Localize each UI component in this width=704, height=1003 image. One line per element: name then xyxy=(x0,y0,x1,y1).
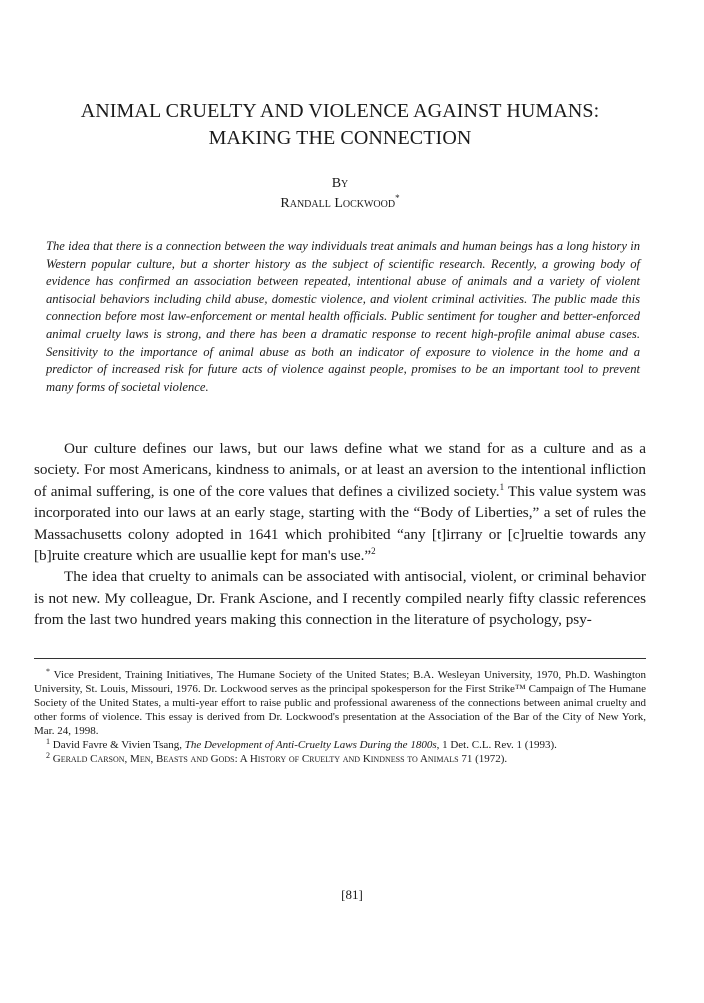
page-number: [81] xyxy=(341,887,363,902)
article-title xyxy=(40,98,640,152)
title-line-1: ANIMAL CRUELTY AND VIOLENCE AGAINST HUMANS: xyxy=(80,100,600,122)
paragraph-1-text-a: Our culture defines our laws, but our laws define what we stand for as a culture and as a society. For most Americans, kindness to animals, or at least an aversion to the intentional infliction of animal suffering, is one of the core values that defines a civilized society. xyxy=(34,440,646,500)
body-text xyxy=(34,438,646,631)
footnote-divider xyxy=(34,658,646,659)
footnotes xyxy=(34,668,646,766)
footnote-2-text-b: 71 (1972). xyxy=(458,753,508,765)
footnote-2-mark: 2 xyxy=(46,751,50,760)
title-line-2: MAKING THE CONNECTION xyxy=(208,127,472,149)
footnote-2-text-a: Gerald Carson, Men, Beasts and Gods: A History of Cruelty and Kindness to Animals xyxy=(50,753,459,765)
author-name: Randall Lockwood xyxy=(280,196,396,211)
footnote-1-text-a: David Favre & Vivien Tsang, xyxy=(50,739,185,751)
footnote-author-text: Vice President, Training Initiatives, The Humane Society of the United States; B.A. Wesleyan University, 1970, Ph.D. Washington University, St. Louis, Missouri, 1976. Dr. Lockwood serves as the principal spokesperson for the First Strike™ Campaign of The Humane Society of the United States, a multi-year effort to raise public and professional awareness of the connections between animal cruelty and other forms of violence. This essay is derived from Dr. Lockwood's presentation at the Association of the Bar of the City of New York, Mar. 24, 1998. xyxy=(34,669,646,737)
byline xyxy=(150,174,530,214)
paragraph-2: The idea that cruelty to animals can be associated with antisocial, violent, or criminal behavior is not new. My colleague, Dr. Frank Ascione, and I recently compiled nearly fifty classic references from the last two hundred years making this connection in the literature of psychology, psy- xyxy=(34,568,646,629)
footnote-author xyxy=(34,668,646,738)
footnote-1 xyxy=(34,738,646,752)
footnote-1-mark: 1 xyxy=(46,737,50,746)
footnote-2 xyxy=(34,752,646,766)
by-label: By xyxy=(331,176,349,191)
footnote-ref-2: 2 xyxy=(371,546,376,557)
author xyxy=(150,194,530,214)
paragraph-1 xyxy=(34,438,646,566)
footnote-ref-1: 1 xyxy=(499,481,505,492)
footnote-1-title: The Development of Anti-Cruelty Laws During the 1800s xyxy=(184,739,437,751)
paragraph-1-text-b: This value system was incorporated into our laws at an early stage, starting with the “Body of Liberties,” a set of rules the Massachusetts colony adopted in 1641 which prohibited “any [t]irrany or [c]rueltie towards any [b]ruite creature which are usuallie kept for man's use.” xyxy=(34,482,646,565)
author-footnote-mark: * xyxy=(395,193,400,203)
footnote-1-text-b: , 1 Det. C.L. Rev. 1 (1993). xyxy=(436,739,557,751)
abstract: The idea that there is a connection between the way individuals treat animals and human beings has a long history in Western popular culture, but a shorter history as the subject of scientific research. Recently, a growing body of evidence has confirmed an association between repeated, intentional abuse of animals and a variety of violent antisocial behaviors including child abuse, domestic violence, and violent criminal activities. The public made this connection before most law-enforcement or mental health officials. Public sentiment for tougher and better-enforced animal cruelty laws is strong, and there has been a dramatic response to recent high-profile animal abuse cases. Sensitivity to the importance of animal abuse as both an indicator of exposure to violence in the home and a predictor of increased risk for future acts of violence against people, promises to be an important tool to prevent many forms of societal violence. xyxy=(46,239,640,394)
footnote-author-mark: * xyxy=(46,667,50,676)
